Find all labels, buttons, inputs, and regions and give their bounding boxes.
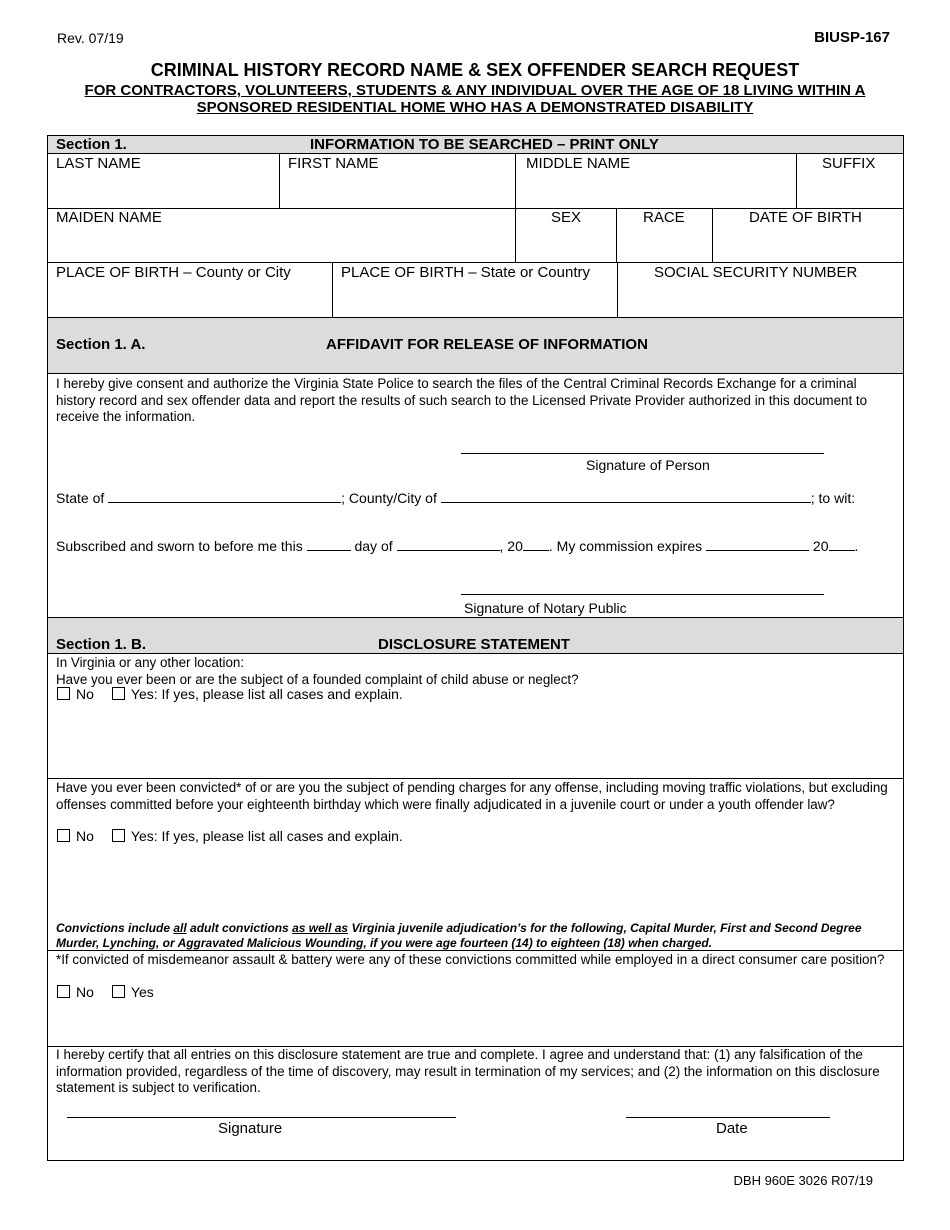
q2-text: Have you ever been convicted* of or are you the subject of pending charges for any offense, including moving traffic violations, but excluding offenses committed before your eighteenth birthday which were finally adjudicated in a juvenile court or under a youth offender law? (56, 780, 888, 812)
q3-yes-checkbox[interactable] (112, 985, 125, 998)
commission-year-blank[interactable] (829, 536, 855, 551)
subtitle-line-2: SPONSORED RESIDENTIAL HOME WHO HAS A DEMONSTRATED DISABILITY (196, 99, 754, 116)
place-of-birth-county-field[interactable]: PLACE OF BIRTH – County or City (56, 264, 291, 281)
revision-date: Rev. 07/19 (57, 30, 124, 46)
day-of-label: day of (354, 538, 393, 554)
q3-text: *If convicted of misdemeanor assault & battery were any of these convictions committed while employed in a direct consumer care position? (56, 952, 885, 967)
suffix-field[interactable]: SUFFIX (822, 155, 876, 172)
q1-no-checkbox[interactable] (57, 687, 70, 700)
q3-no-label: No (76, 984, 94, 1000)
form-subtitle (0, 82, 950, 116)
subtitle-line-1: FOR CONTRACTORS, VOLUNTEERS, STUDENTS & ANY INDIVIDUAL OVER THE AGE OF 18 LIVING WITHIN A (84, 82, 866, 99)
middle-name-field[interactable]: MIDDLE NAME (526, 155, 631, 172)
sworn-row (56, 536, 858, 554)
form-title: CRIMINAL HISTORY RECORD NAME & SEX OFFENDER SEARCH REQUEST (150, 60, 800, 80)
year-prefix: , 20 (499, 538, 523, 554)
q2-yes-label: Yes: If yes, please list all cases and explain. (130, 828, 403, 844)
county-city-blank[interactable] (441, 488, 811, 503)
state-of-blank[interactable] (108, 488, 341, 503)
maiden-name-field[interactable]: MAIDEN NAME (56, 209, 162, 226)
q3-yes-label: Yes (130, 984, 154, 1000)
signature-person-label: Signature of Person (586, 457, 710, 473)
q2-no-checkbox[interactable] (57, 829, 70, 842)
venue-row (56, 488, 855, 506)
place-of-birth-state-field[interactable]: PLACE OF BIRTH – State or Country (341, 264, 590, 281)
ssn-field[interactable]: SOCIAL SECURITY NUMBER (654, 264, 858, 281)
sworn-day-blank[interactable] (307, 536, 351, 551)
signature-label: Signature (218, 1120, 283, 1137)
section1a-label: Section 1. A. (56, 336, 146, 353)
q2-no-label: No (76, 828, 94, 844)
q1-yes-label: Yes: If yes, please list all cases and explain. (130, 686, 403, 702)
sworn-period: . (854, 538, 859, 554)
last-name-field[interactable]: LAST NAME (56, 155, 141, 172)
signature-notary-line[interactable] (461, 594, 824, 595)
convictions-note: Convictions include all adult convictions as well as Virginia juvenile adjudication’s for the following, Capital Murder, First and Second Degree Murder, Lynching, or Aggravated Malicious Wounding, if you were age fourteen (14) to eighteen (18) when charged. (56, 921, 862, 950)
race-field[interactable]: RACE (643, 209, 685, 226)
q1-text: Have you ever been or are the subject of a founded complaint of child abuse or neglect? (56, 671, 579, 687)
q2-yes-checkbox[interactable] (112, 829, 125, 842)
certify-text: I hereby certify that all entries on this disclosure statement are true and complete. I agree and understand that: (1) any falsification of the information provided, regardless of the time of discovery, may result in termination of my services; and (2) the information on this disclosure statement is subject to verification. (56, 1047, 880, 1095)
section1b-label: Section 1. B. (56, 636, 147, 653)
commission-date-blank[interactable] (706, 536, 809, 551)
signature-notary-label: Signature of Notary Public (464, 600, 627, 616)
sworn-month-blank[interactable] (397, 536, 500, 551)
q1-no-label: No (76, 686, 94, 702)
form-number: BIUSP-167 (814, 29, 890, 46)
sworn-prefix: Subscribed and sworn to before me this (56, 538, 303, 554)
date-of-birth-field[interactable]: DATE OF BIRTH (749, 209, 862, 226)
q3-options (57, 984, 154, 1000)
state-of-label: State of (56, 490, 105, 506)
to-wit-label: ; to wit: (810, 490, 856, 506)
question-1 (56, 655, 896, 688)
date-label: Date (716, 1120, 748, 1137)
signature-person-line[interactable] (461, 453, 824, 454)
signature-line[interactable] (67, 1117, 456, 1118)
section1a-title: AFFIDAVIT FOR RELEASE OF INFORMATION (326, 336, 648, 353)
section1-label: Section 1. (56, 136, 127, 153)
q3-no-checkbox[interactable] (57, 985, 70, 998)
q2-options (57, 828, 403, 844)
q1-options (57, 686, 403, 702)
consent-text: I hereby give consent and authorize the Virginia State Police to search the files of the Central Criminal Records Exchange for a criminal history record and sex offender data and report the results of such search to the Licensed Private Provider authorized in this document to receive the information. (56, 376, 868, 424)
q1-yes-checkbox[interactable] (112, 687, 125, 700)
section1b-title: DISCLOSURE STATEMENT (378, 636, 570, 653)
section1-title: INFORMATION TO BE SEARCHED – PRINT ONLY (310, 136, 659, 153)
q1-intro: In Virginia or any other location: (56, 655, 245, 670)
sworn-year-blank[interactable] (523, 536, 549, 551)
first-name-field[interactable]: FIRST NAME (288, 155, 379, 172)
commission-year-prefix: 20 (812, 538, 829, 554)
county-city-label: ; County/City of (341, 490, 437, 506)
footer-code: DBH 960E 3026 R07/19 (733, 1173, 873, 1188)
date-line[interactable] (626, 1117, 830, 1118)
commission-label: . My commission expires (548, 538, 703, 554)
sex-field[interactable]: SEX (551, 209, 582, 226)
